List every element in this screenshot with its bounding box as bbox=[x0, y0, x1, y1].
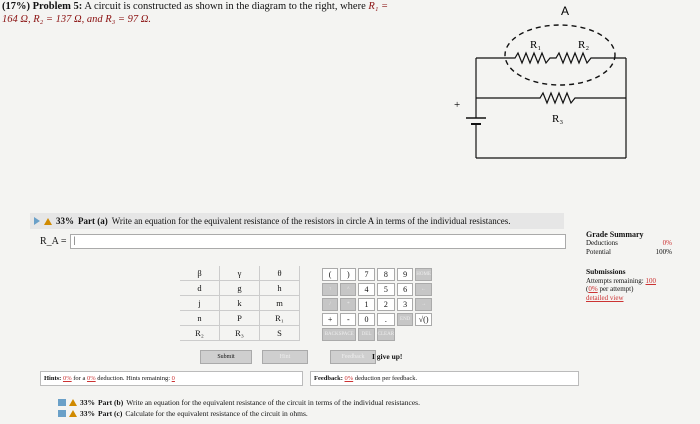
grade-summary bbox=[586, 230, 672, 257]
problem-text-2: 164 Ω, R₂ = 137 Ω, and R₃ = 97 Ω. bbox=[2, 14, 151, 25]
symbol-key[interactable]: h bbox=[260, 281, 300, 296]
keypad-key[interactable]: ( bbox=[322, 268, 338, 281]
symbol-key[interactable]: R₂ bbox=[180, 326, 220, 341]
warning-icon bbox=[44, 218, 52, 225]
keypad-key[interactable]: * bbox=[340, 298, 356, 311]
symbol-key[interactable]: k bbox=[220, 296, 260, 311]
answer-label: R_A = bbox=[40, 236, 67, 247]
submit-button[interactable]: Submit bbox=[200, 350, 252, 364]
r3-resistor bbox=[476, 93, 626, 103]
keypad-key[interactable]: CLEAR bbox=[377, 328, 395, 341]
symbol-key[interactable]: β bbox=[180, 266, 220, 281]
hints-pct: 0% bbox=[62, 375, 72, 382]
symbol-grid bbox=[180, 266, 300, 341]
keypad-key[interactable]: END bbox=[397, 313, 413, 326]
potential-label: Potential bbox=[586, 248, 611, 256]
expand-arrow-icon[interactable] bbox=[34, 217, 40, 225]
symbol-key[interactable]: j bbox=[180, 296, 220, 311]
keypad-key[interactable]: 1 bbox=[358, 298, 374, 311]
part-icon bbox=[58, 399, 66, 406]
circle-label: A bbox=[561, 4, 570, 18]
symbol-key[interactable]: R₁ bbox=[260, 311, 300, 326]
keypad-key[interactable]: / bbox=[322, 298, 338, 311]
answer-row bbox=[40, 234, 566, 249]
r3-label: R₃ bbox=[552, 113, 564, 125]
symbol-key[interactable]: R₃ bbox=[220, 326, 260, 341]
part-b-text: Write an equation for the equivalent resistance of the circuit in terms of the individual resistances. bbox=[126, 398, 420, 407]
keypad-key[interactable]: 4 bbox=[358, 283, 374, 296]
feedback-text: deduction per feedback. bbox=[354, 375, 418, 382]
hints-label: Hints: bbox=[44, 375, 62, 382]
problem-weight: (17%) bbox=[2, 1, 30, 12]
keypad-key[interactable]: - bbox=[340, 313, 356, 326]
action-buttons bbox=[200, 350, 376, 364]
hints-remaining: 0 bbox=[171, 375, 175, 382]
symbol-key[interactable]: γ bbox=[220, 266, 260, 281]
part-c-row[interactable] bbox=[58, 408, 420, 419]
keypad-key[interactable]: 9 bbox=[397, 268, 413, 281]
part-b-label: Part (b) bbox=[98, 398, 124, 407]
keypad-key[interactable]: ← bbox=[415, 283, 432, 296]
feedback-label: Feedback: bbox=[314, 375, 343, 382]
keypad-key[interactable]: 6 bbox=[397, 283, 413, 296]
warning-icon bbox=[69, 410, 77, 417]
keypad-key[interactable]: ) bbox=[340, 268, 356, 281]
problem-title: Problem 5: bbox=[32, 1, 83, 12]
problem-statement bbox=[2, 0, 422, 26]
r1-label: R₁ bbox=[530, 39, 542, 51]
symbol-key[interactable]: P bbox=[220, 311, 260, 326]
r1-symbol: R₁ = bbox=[368, 1, 389, 12]
keypad-key[interactable]: 2 bbox=[377, 298, 395, 311]
answer-input[interactable]: | bbox=[70, 234, 566, 249]
grade-summary-title: Grade Summary bbox=[586, 230, 644, 239]
r2-label: R₂ bbox=[578, 39, 590, 51]
keypad-key[interactable]: 5 bbox=[377, 283, 395, 296]
part-b-row[interactable] bbox=[58, 397, 420, 408]
symbol-key[interactable]: θ bbox=[260, 266, 300, 281]
keypad-key[interactable]: ↑ bbox=[322, 283, 338, 296]
part-c-label: Part (c) bbox=[98, 409, 123, 418]
keypad-key[interactable]: 3 bbox=[397, 298, 413, 311]
warning-icon bbox=[69, 399, 77, 406]
part-c-text: Calculate for the equivalent resistance of the circuit in ohms. bbox=[125, 409, 308, 418]
symbol-key[interactable]: g bbox=[220, 281, 260, 296]
keypad-key[interactable]: → bbox=[415, 298, 432, 311]
hints-deduction: deduction. Hints remaining: bbox=[97, 375, 171, 382]
part-a-header[interactable] bbox=[30, 213, 564, 229]
keypad-key[interactable]: DEL bbox=[358, 328, 374, 341]
hints-for-a: for a bbox=[73, 375, 86, 382]
keypad-key[interactable]: 7 bbox=[358, 268, 374, 281]
feedback-bar bbox=[310, 371, 579, 386]
potential-value: 100% bbox=[655, 248, 672, 256]
symbol-key[interactable]: d bbox=[180, 281, 220, 296]
keypad-key[interactable]: + bbox=[322, 313, 338, 326]
deductions-label: Deductions bbox=[586, 239, 618, 247]
battery-plus: + bbox=[454, 99, 461, 111]
hint-button[interactable]: Hint bbox=[262, 350, 308, 364]
keypad-key[interactable]: . bbox=[377, 313, 395, 326]
keypad-key[interactable]: √() bbox=[415, 313, 432, 326]
deductions-value: 0% bbox=[662, 239, 672, 247]
symbol-key[interactable]: S bbox=[260, 326, 300, 341]
part-icon bbox=[58, 410, 66, 417]
keypad-key[interactable]: ^ bbox=[340, 283, 356, 296]
feedback-button[interactable]: Feedback bbox=[330, 350, 376, 364]
symbol-key[interactable]: n bbox=[180, 311, 220, 326]
part-a-weight: 33% bbox=[56, 216, 74, 226]
attempts-value: 100 bbox=[645, 276, 656, 285]
per-attempt-text: per attempt) bbox=[599, 285, 634, 293]
keypad-key[interactable]: 8 bbox=[377, 268, 395, 281]
feedback-pct: 0% bbox=[344, 375, 354, 382]
keypad-key[interactable]: HOME bbox=[415, 268, 432, 281]
hints-pct2: 0% bbox=[86, 375, 96, 382]
attempts-text: Attempts remaining: bbox=[586, 276, 644, 285]
hints-bar bbox=[40, 371, 303, 386]
per-attempt-pct: 0% bbox=[588, 285, 598, 293]
give-up-button[interactable]: I give up! bbox=[372, 352, 403, 361]
part-b-weight: 33% bbox=[80, 398, 95, 407]
part-a-label: Part (a) bbox=[78, 216, 108, 226]
detailed-view-link[interactable]: detailed view bbox=[586, 293, 624, 302]
symbol-key[interactable]: m bbox=[260, 296, 300, 311]
r1-resistor bbox=[476, 53, 626, 63]
keypad-key[interactable]: BACKSPACE bbox=[322, 328, 356, 341]
part-c-weight: 33% bbox=[80, 409, 95, 418]
part-a-text: Write an equation for the equivalent resistance of the resistors in circle A in terms of the individual resistances. bbox=[111, 216, 511, 226]
problem-text-1: A circuit is constructed as shown in the diagram to the right, where bbox=[84, 1, 366, 12]
keypad-key[interactable]: 0 bbox=[358, 313, 374, 326]
keypad bbox=[322, 268, 432, 341]
circuit-diagram bbox=[440, 0, 690, 170]
submissions-panel: Submissions Attempts remaining: 100 (0% per attempt) detailed view bbox=[586, 268, 672, 302]
submissions-title: Submissions bbox=[586, 267, 626, 276]
other-parts bbox=[58, 397, 420, 419]
